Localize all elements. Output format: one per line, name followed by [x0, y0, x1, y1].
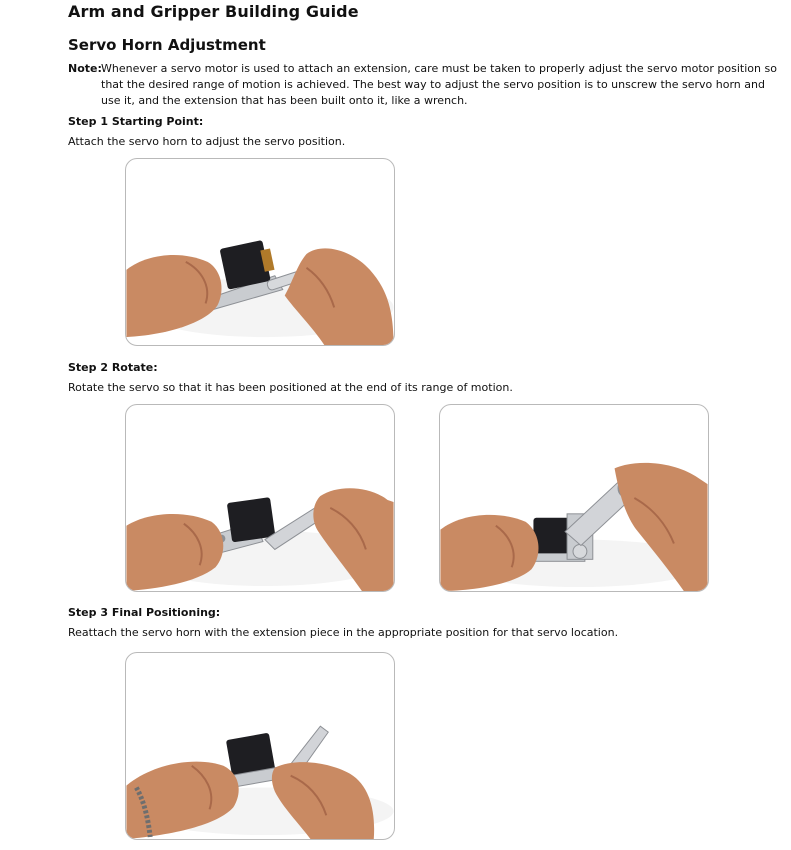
- step-2-heading: Step 2 Rotate:: [68, 361, 158, 374]
- document-title: Arm and Gripper Building Guide: [68, 2, 359, 21]
- step-1-text: Attach the servo horn to adjust the servo position.: [68, 135, 346, 148]
- step-3-heading: Step 3 Final Positioning:: [68, 606, 221, 619]
- photo-step-2-rotate-left: [125, 404, 395, 592]
- step-2-text: Rotate the servo so that it has been positioned at the end of its range of motion.: [68, 381, 513, 394]
- note-label: Note:: [68, 62, 102, 75]
- photo-step-3-reattach-horn: [125, 652, 395, 840]
- section-title: Servo Horn Adjustment: [68, 36, 266, 54]
- note-block: [68, 61, 780, 109]
- photo-step-2-rotate-right: [439, 404, 709, 592]
- note-text: Whenever a servo motor is used to attach an extension, care must be taken to properly adjust the servo motor position so that the desired range of motion is achieved. The best way to adjust the servo position is to unscrew the servo horn and use it, and the extension that has been built onto it, like a wrench.: [101, 62, 777, 107]
- step-1-heading: Step 1 Starting Point:: [68, 115, 204, 128]
- photo-step-1-attach-horn: [125, 158, 395, 346]
- step-3-text: Reattach the servo horn with the extension piece in the appropriate position for that servo location.: [68, 626, 619, 639]
